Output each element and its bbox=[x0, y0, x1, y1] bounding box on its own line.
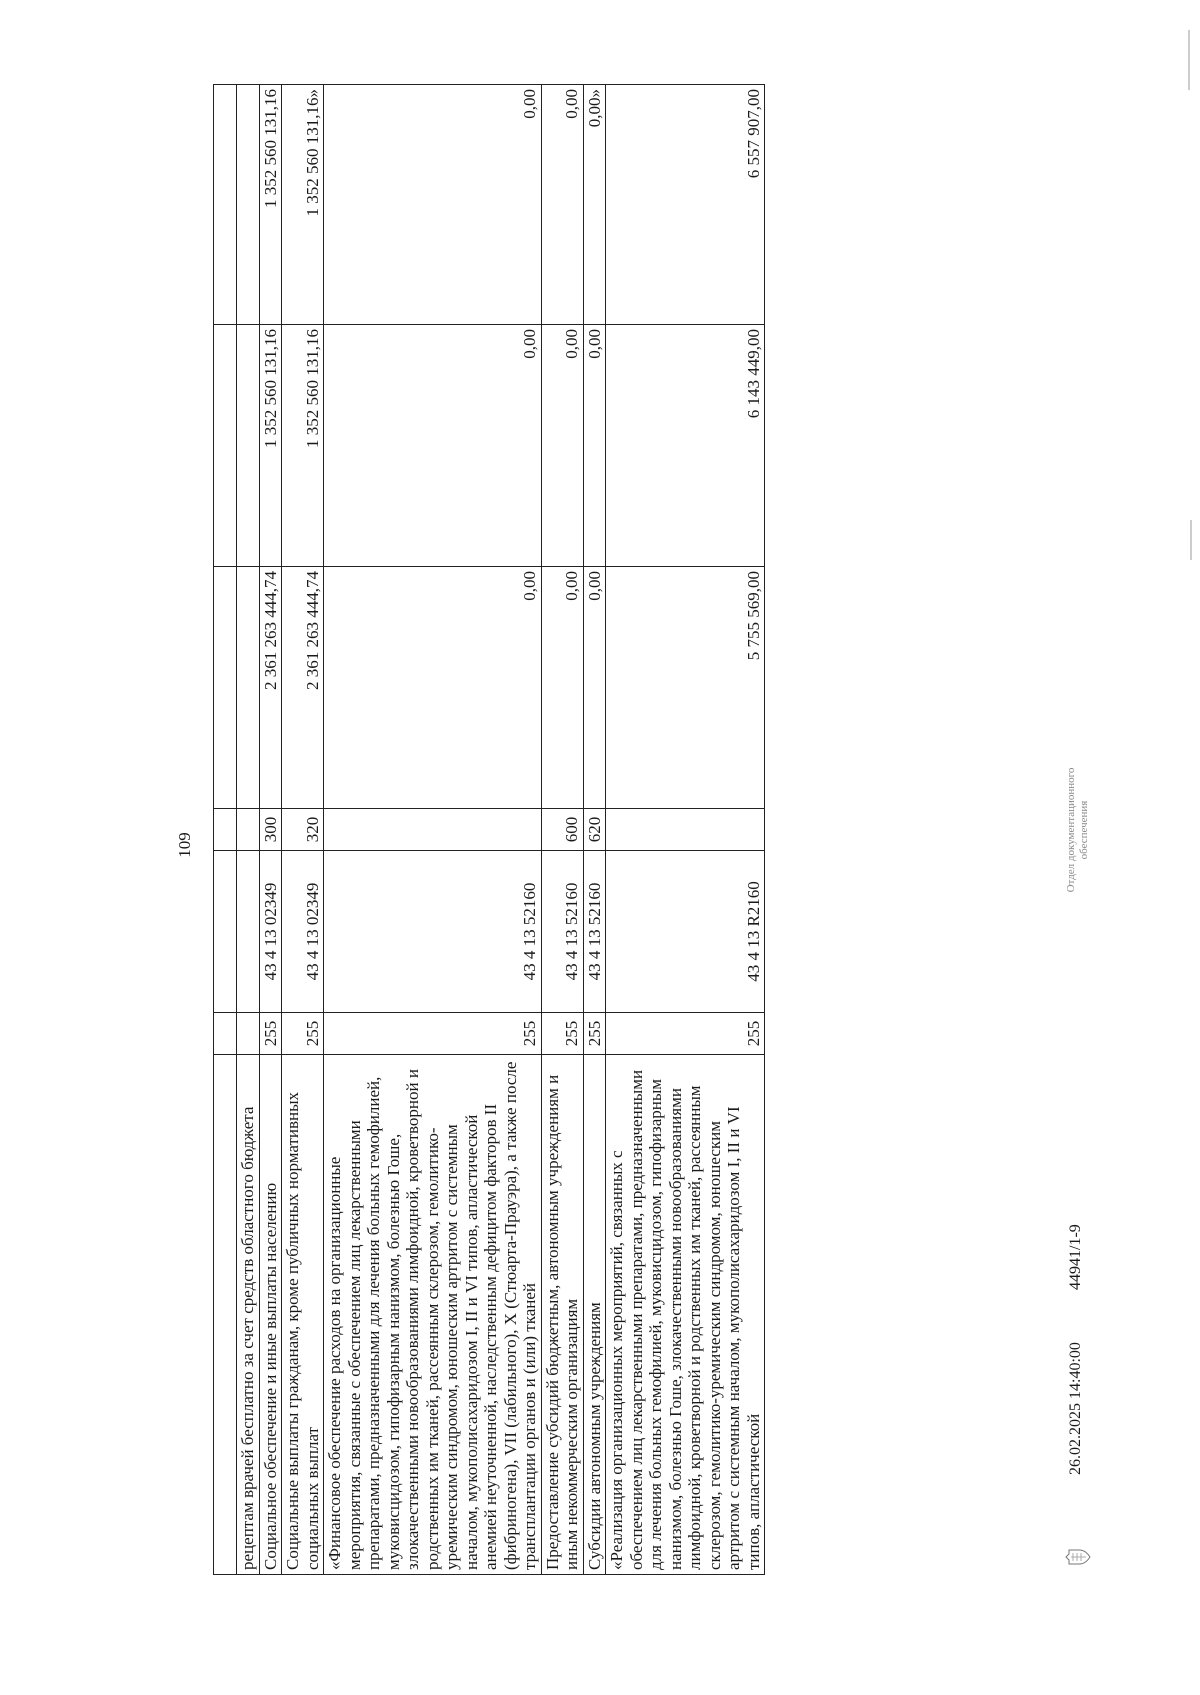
row-vr: 320 bbox=[282, 809, 324, 851]
row-vr: 300 bbox=[259, 809, 282, 851]
row-value-2: 6 143 449,00 bbox=[606, 325, 765, 567]
row-value-2: 1 352 560 131,16 bbox=[259, 325, 282, 567]
blank-cell bbox=[214, 1013, 237, 1055]
row-description: рецептам врачей бесплатно за счет средств областного бюджета bbox=[237, 1055, 260, 1575]
row-value-2: 1 352 560 131,16 bbox=[282, 325, 324, 567]
row-value-1: 0,00 bbox=[541, 567, 583, 809]
row-value-2: 0,00 bbox=[541, 325, 583, 567]
row-value-3: 0,00 bbox=[324, 85, 542, 325]
row-vr bbox=[606, 809, 765, 851]
row-value-1: 0,00 bbox=[583, 567, 606, 809]
row-value-1 bbox=[237, 567, 260, 809]
blank-cell bbox=[214, 809, 237, 851]
row-value-1: 0,00 bbox=[324, 567, 542, 809]
department-stamp bbox=[1065, 755, 1091, 905]
row-ved: 255 bbox=[259, 1013, 282, 1055]
row-value-2 bbox=[237, 325, 260, 567]
row-value-2: 0,00 bbox=[583, 325, 606, 567]
row-value-3: 1 352 560 131,16» bbox=[282, 85, 324, 325]
row-csr bbox=[237, 851, 260, 1013]
blank-cell bbox=[214, 851, 237, 1013]
row-description: Предоставление субсидий бюджетным, автономным учреждениям и иным некоммерческим организациям bbox=[541, 1055, 583, 1575]
stamp-line-1: Отдел документационного bbox=[1065, 767, 1077, 893]
row-csr: 43 4 13 R2160 bbox=[606, 851, 765, 1013]
row-ved: 255 bbox=[282, 1013, 324, 1055]
table-row bbox=[237, 85, 260, 1575]
table-row bbox=[606, 85, 765, 1575]
row-ved: 255 bbox=[583, 1013, 606, 1055]
row-ved: 255 bbox=[606, 1013, 765, 1055]
row-vr: 600 bbox=[541, 809, 583, 851]
row-value-3: 0,00 bbox=[541, 85, 583, 325]
scan-edge-mark bbox=[1190, 520, 1192, 560]
row-vr bbox=[324, 809, 542, 851]
row-ved: 255 bbox=[541, 1013, 583, 1055]
row-value-1: 5 755 569,00 bbox=[606, 567, 765, 809]
row-description: «Реализация организационных мероприятий, связанных с обеспечением лиц лекарственными препаратами, предназначенными для лечения больных гемофилией, муковисцидозом, гипофизарным нанизмом, болезнью Гоше, злокачественными новообразованиями лимфоидной, кроветворной и родственных им тканей, рассеянным склерозом, гемолитико-уремическим синдромом, юношеским артритом с системным началом, мукополисахаридозом I, II и VI типов, апластической bbox=[606, 1055, 765, 1575]
row-description: «Финансовое обеспечение расходов на организационные мероприятия, связанные с обеспечением лиц лекарственными препаратами, предназначенными для лечения больных гемофилией, муковисцидозом, гипофизарным нанизмом, болезнью Гоше, злокачественными новообразованиями лимфоидной, кроветворной и родственных им тканей, рассеянным склерозом, гемолитико-уремическим синдромом, юношеским артритом с системным началом, мукополисахаридозом I, II и VI типов, апластической анемией неуточненной, наследственным дефицитом факторов II (фибриногена), VII (лабильного), X (Стюарта-Прауэра), а также после трансплантации органов и (или) тканей bbox=[324, 1055, 542, 1575]
row-csr: 43 4 13 02349 bbox=[282, 851, 324, 1013]
blank-cell bbox=[214, 567, 237, 809]
blank-cell bbox=[214, 325, 237, 567]
footer-datetime: 26.02.2025 14:40:00 bbox=[1067, 1342, 1084, 1475]
crest-icon bbox=[1065, 1547, 1091, 1567]
blank-cell bbox=[214, 1055, 237, 1575]
stamp-line-2: обеспечения bbox=[1078, 800, 1090, 860]
scan-edge-mark bbox=[1188, 30, 1190, 90]
table-row bbox=[324, 85, 542, 1575]
row-ved: 255 bbox=[324, 1013, 542, 1055]
blank-cell bbox=[214, 85, 237, 325]
rotated-page bbox=[75, 65, 1125, 1625]
row-csr: 43 4 13 52160 bbox=[324, 851, 542, 1013]
row-ved bbox=[237, 1013, 260, 1055]
row-value-2: 0,00 bbox=[324, 325, 542, 567]
footer-doc-number: 44941/1-9 bbox=[1067, 1224, 1084, 1290]
row-value-3: 0,00» bbox=[583, 85, 606, 325]
row-csr: 43 4 13 52160 bbox=[583, 851, 606, 1013]
table-row-header-blank bbox=[214, 85, 237, 1575]
row-value-3: 1 352 560 131,16 bbox=[259, 85, 282, 325]
table-row bbox=[541, 85, 583, 1575]
row-csr: 43 4 13 02349 bbox=[259, 851, 282, 1013]
budget-table bbox=[213, 84, 765, 1575]
page-number: 109 bbox=[175, 832, 194, 858]
row-vr bbox=[237, 809, 260, 851]
page-footer bbox=[1065, 65, 1105, 1625]
row-description: Социальные выплаты гражданам, кроме публичных нормативных социальных выплат bbox=[282, 1055, 324, 1575]
row-description: Субсидии автономным учреждениям bbox=[583, 1055, 606, 1575]
row-value-3: 6 557 907,00 bbox=[606, 85, 765, 325]
row-description: Социальное обеспечение и иные выплаты населению bbox=[259, 1055, 282, 1575]
table-row bbox=[259, 85, 282, 1575]
row-csr: 43 4 13 52160 bbox=[541, 851, 583, 1013]
row-value-3 bbox=[237, 85, 260, 325]
row-value-1: 2 361 263 444,74 bbox=[259, 567, 282, 809]
row-value-1: 2 361 263 444,74 bbox=[282, 567, 324, 809]
table-row bbox=[282, 85, 324, 1575]
row-vr: 620 bbox=[583, 809, 606, 851]
table-row bbox=[583, 85, 606, 1575]
